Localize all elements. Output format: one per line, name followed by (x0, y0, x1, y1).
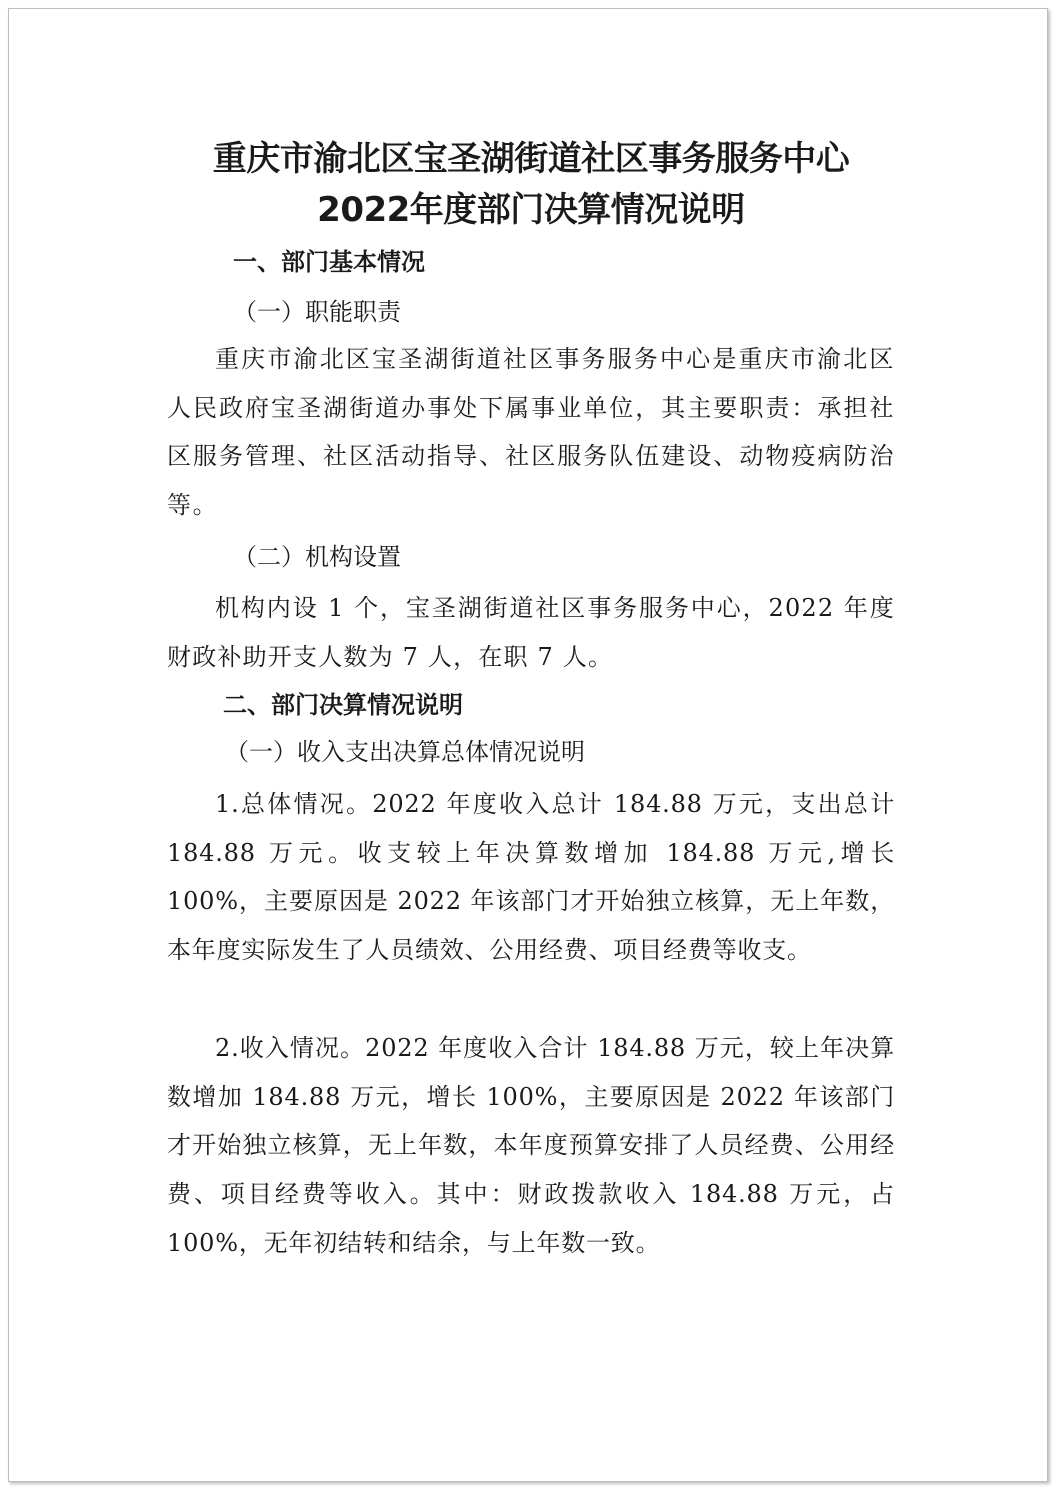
paragraph: 1.总体情况。2022 年度收入总计 184.88 万元，支出总计 184.88 万元。收支较上年决算数增加 184.88 万元,增长 100%，主要原因是 2022 年该部门才开始独立核算，无上年数，本年度实际发生了人员绩效、公用经费、项目经费等收支。 (167, 790, 895, 965)
subsection-heading: （二）机构设置 (233, 543, 401, 571)
document-title (167, 134, 895, 235)
paragraph: 2.收入情况。2022 年度收入合计 184.88 万元，较上年决算数增加 184.88 万元，增长 100%，主要原因是 2022 年该部门才开始独立核算，无上年数，本年度预算安排了人员经费、公用经费、项目经费等收入。其中：财政拨款收入 184.88 万元，占 100%，无年初结转和结余，与上年数一致。 (167, 1034, 895, 1257)
subsection-heading: （一）收入支出决算总体情况说明 (225, 738, 585, 766)
title-line-1: 重庆市渝北区宝圣湖街道社区事务服务中心 (212, 139, 850, 179)
section-heading: 一、部门基本情况 (233, 248, 425, 276)
paragraph: 重庆市渝北区宝圣湖街道社区事务服务中心是重庆市渝北区人民政府宝圣湖街道办事处下属事业单位，其主要职责：承担社区服务管理、社区活动指导、社区服务队伍建设、动物疫病防治等。 (167, 345, 895, 520)
paragraph: 机构内设 1 个，宝圣湖街道社区事务服务中心，2022 年度财政补助开支人数为 7 人，在职 7 人。 (167, 594, 895, 671)
section-heading: 二、部门决算情况说明 (223, 691, 463, 719)
subsection-heading: （一）职能职责 (233, 298, 401, 326)
title-line-2: 2022年度部门决算情况说明 (317, 190, 745, 230)
